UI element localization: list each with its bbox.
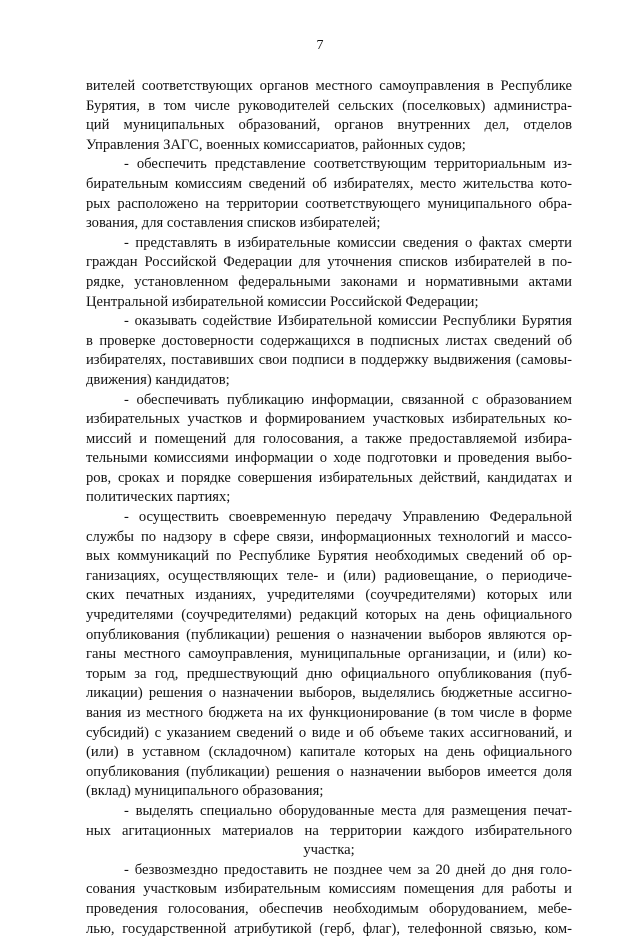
text-line: - осуществить своевременную передачу Управлению Федеральной [124, 509, 572, 526]
text-line: бирательным комиссиям сведений об избирателях, место жительства кото- [86, 175, 572, 192]
text-line: вых коммуникаций по Республике Бурятия необходимых сведений об ор- [86, 548, 572, 565]
text-line: учредителями (соучредителями) редакций которых на день официального [86, 607, 572, 624]
text-line: Центральной избирательной комиссии Российской Федерации; [86, 293, 479, 310]
text-line: миссий и помещений для голосования, а также предоставляемой избира- [86, 430, 572, 447]
text-line: - представлять в избирательные комиссии сведения о фактах смерти [124, 234, 572, 251]
text-line: - безвозмездно предоставить не позднее чем за 20 дней до дня голо- [124, 861, 572, 878]
text-line: ликации) решения о назначении выборов, выделялись бюджетные ассигно- [86, 685, 572, 702]
text-line: лью, государственной атрибутикой (герб, флаг), телефонной связью, ком- [86, 920, 572, 937]
text-line: опубликования (публикации) решения о назначении выборов имеется доля [86, 763, 572, 780]
text-line: - выделять специально оборудованные места для размещения печат- [124, 802, 572, 819]
text-line: политических партиях; [86, 489, 231, 506]
document-body [86, 77, 572, 939]
text-line: вителей соответствующих органов местного самоуправления в Республике [86, 78, 572, 94]
text-line: движения) кандидатов; [86, 371, 230, 388]
text-line: участка; [303, 842, 355, 859]
text-line: в проверке достоверности содержащихся в подписных листах сведений об [86, 332, 572, 349]
text-line: граждан Российской Федерации для уточнения списков избирателей в по- [86, 254, 572, 271]
text-line: ских печатных изданиях, учредителями (соучредителями) которых или [86, 587, 572, 604]
text-line: ров, сроках и порядке совершения избирательных действий, кандидатах и [86, 469, 572, 486]
text-line: Управления ЗАГС, военных комиссариатов, районных судов; [86, 136, 466, 153]
text-line: проведения голосования, обеспечив необходимым оборудованием, мебе- [86, 900, 572, 917]
text-line: (вклад) муниципального образования; [86, 783, 324, 800]
text-line: вания из местного бюджета на их функционирование (в том числе в форме [86, 705, 572, 721]
text-line: ных агитационных материалов на территории каждого избирательного [86, 822, 572, 839]
text-line: сования участковым избирательным комиссиям помещения для работы и [86, 881, 572, 898]
text-line: субсидий) с указанием сведений о виде и об объеме таких ассигнований, и [86, 724, 572, 741]
text-line: тельными комиссиями информации о ходе подготовки и проведения выбо- [86, 450, 572, 467]
text-line: рядке, установленном федеральными законами и нормативными актами [86, 273, 572, 290]
text-line: - обеспечивать публикацию информации, связанной с образованием [124, 391, 572, 408]
text-line: торым за год, предшествующий дню официального опубликования (пуб- [86, 665, 572, 682]
text-line: - обеспечить представление соответствующим территориальным из- [124, 156, 572, 173]
text-line: - оказывать содействие Избирательной комиссии Республики Бурятия [124, 313, 572, 330]
text-line: опубликования (публикации) решения о назначении выборов являются ор- [86, 626, 572, 643]
text-line: ганы местного самоуправления, муниципальные организации, и (или) ко- [86, 646, 572, 663]
text-line: избирателях, поставивших свои подписи в поддержку выдвижения (самовы- [86, 352, 572, 369]
text-line: избирательных участков и формированием участковых избирательных ко- [86, 411, 572, 428]
text-line: (или) в уставном (складочном) капитале которых на день официального [86, 744, 572, 761]
text-line: службы по надзору в сфере связи, информационных технологий и массо- [86, 528, 572, 545]
text-line: зования, для составления списков избирателей; [86, 215, 381, 232]
text-line: ганизациях, осуществляющих теле- и (или) радиовещание, о периодиче- [86, 567, 572, 584]
text-line: рых расположено на территории соответствующего муниципального обра- [86, 195, 572, 212]
text-line: Бурятия, в том числе руководителей сельских (поселковых) администра- [86, 97, 572, 114]
text-line: ций муниципальных образований, органов внутренних дел, отделов [86, 117, 572, 134]
page-number: 7 [316, 38, 324, 53]
